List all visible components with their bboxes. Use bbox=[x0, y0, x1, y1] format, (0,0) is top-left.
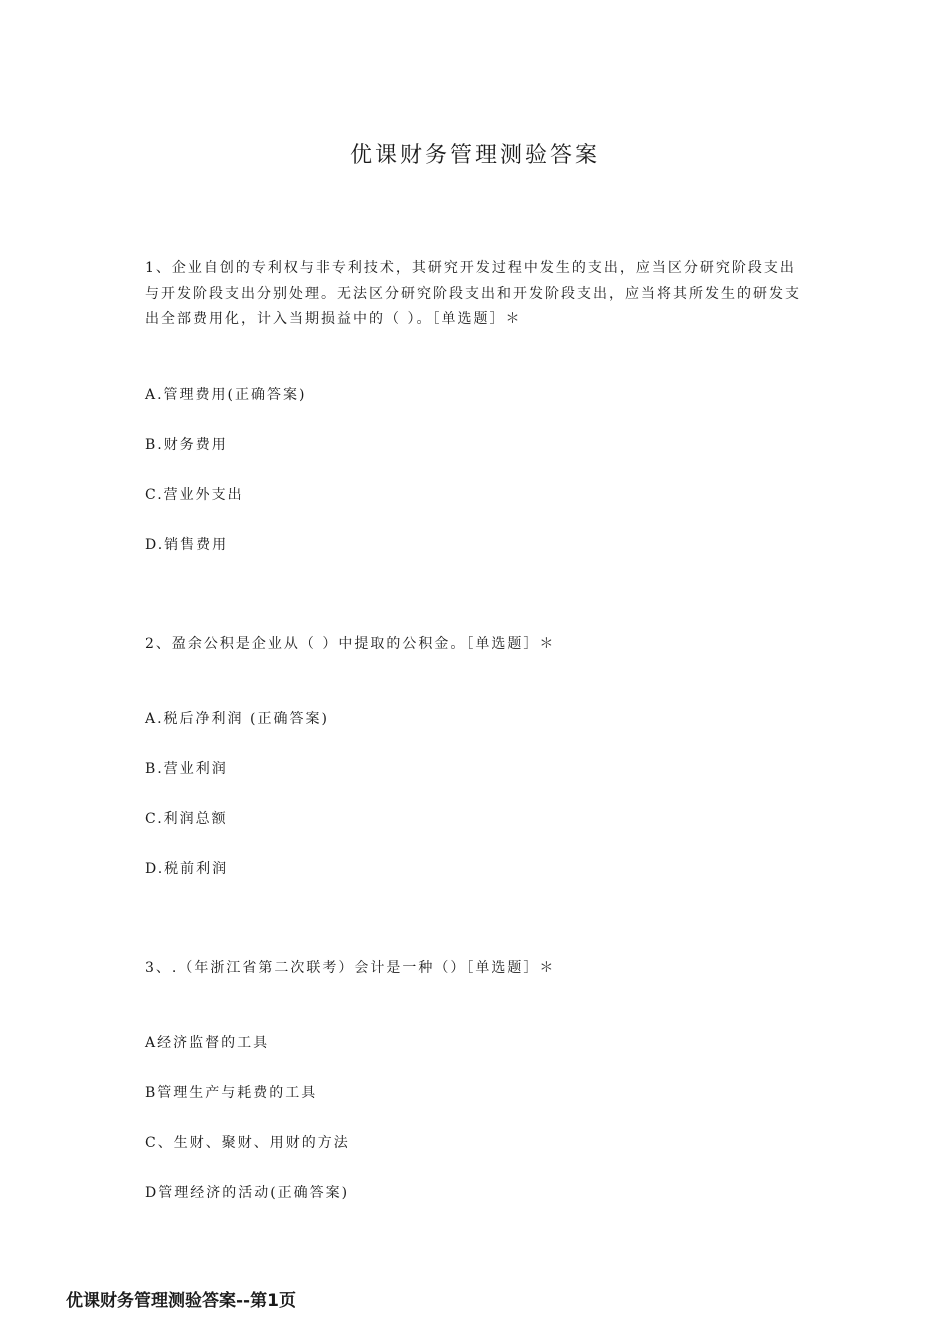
question-3-text: 3、.（年浙江省第二次联考）会计是一种（）［单选题］＊ bbox=[145, 960, 556, 976]
page-footer: 优课财务管理测验答案--第1页 bbox=[66, 1291, 296, 1311]
question-2-option-a: A.税后净利润 (正确答案) bbox=[145, 711, 329, 727]
question-1-option-b: B.财务费用 bbox=[145, 437, 228, 453]
question-2-option-b: B.营业利润 bbox=[145, 761, 228, 777]
question-3-option-d: D管理经济的活动(正确答案) bbox=[145, 1185, 350, 1201]
question-3-option-a: A经济监督的工具 bbox=[145, 1035, 270, 1051]
question-1-text: 1、企业自创的专利权与非专利技术，其研究开发过程中发生的支出，应当区分研究阶段支出与开发阶段支出分别处理。无法区分研究阶段支出和开发阶段支出，应当将其所发生的研发支出全部费用化，计入当期损益中的（ ）。［单选题］＊ bbox=[145, 260, 801, 327]
question-1-option-a: A.管理费用(正确答案) bbox=[145, 387, 307, 403]
question-3-option-b: B管理生产与耗费的工具 bbox=[145, 1085, 318, 1101]
question-3-option-c: C、生财、聚财、用财的方法 bbox=[145, 1135, 350, 1151]
question-1-option-d: D.销售费用 bbox=[145, 537, 229, 553]
page-title: 优课财务管理测验答案 bbox=[349, 143, 600, 168]
question-2-option-d: D.税前利润 bbox=[145, 861, 229, 877]
question-2-option-c: C.利润总额 bbox=[145, 811, 228, 827]
question-2-text: 2、盈余公积是企业从（ ）中提取的公积金。［单选题］＊ bbox=[145, 636, 556, 652]
question-1-option-c: C.营业外支出 bbox=[145, 487, 244, 503]
